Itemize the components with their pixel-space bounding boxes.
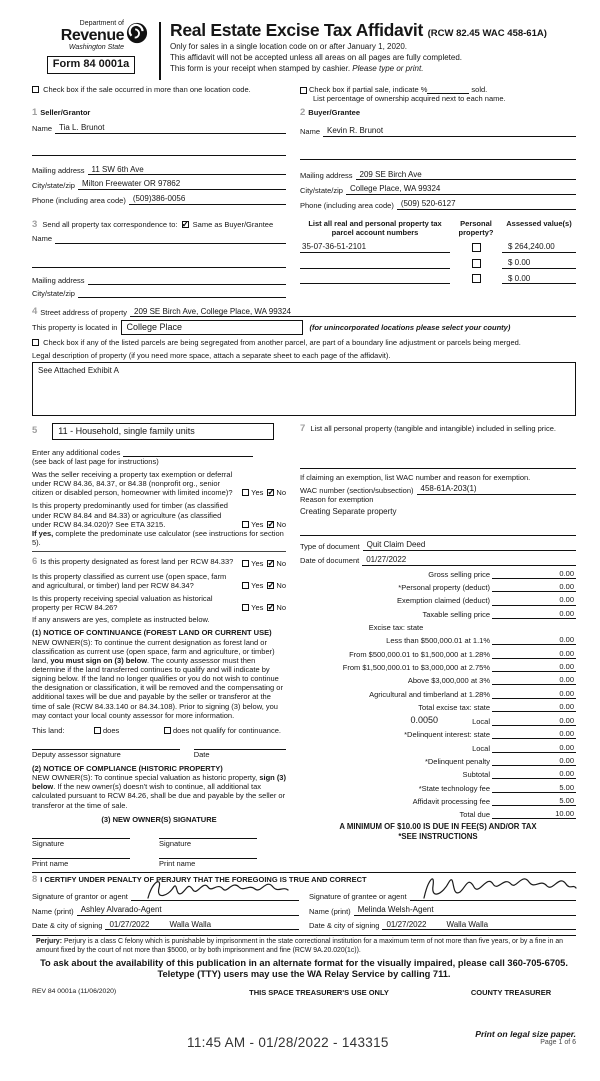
correspondence-mailing-label: Mailing address (32, 275, 85, 285)
seller-city-field[interactable]: Milton Freewater OR 97862 (78, 179, 286, 190)
parcel-number-field[interactable]: 35-07-36-51-2101 (300, 242, 450, 253)
signature-label: Signature (159, 838, 192, 848)
fee-value[interactable]: 0.00 (536, 702, 576, 712)
grantee-signature-block (309, 888, 576, 931)
fee-value[interactable]: 5.00 (536, 783, 576, 793)
buyer-phone-field[interactable]: (509) 520-6127 (397, 199, 576, 210)
deputy-date-line[interactable]: Date (194, 749, 286, 759)
buyer-grantee-section (300, 107, 576, 210)
legal-description-box[interactable]: See Attached Exhibit A (32, 362, 576, 416)
notice-compliance-title: (2) NOTICE OF COMPLIANCE (HISTORIC PROPERTY) (32, 764, 223, 774)
treasurer-use-label: THIS SPACE TREASURER'S USE ONLY (249, 987, 389, 997)
street-address-label: Street address of property (40, 308, 128, 318)
buyer-mailing-label: Mailing address (300, 171, 353, 181)
fee-label: From $1,500,000.01 to $3,000,000 at 2.75% (342, 662, 490, 672)
historic-no-checkbox[interactable] (267, 604, 274, 611)
section-6-number: 6 (32, 556, 38, 568)
buyer-mailing-field[interactable]: 209 SE Birch Ave (356, 170, 576, 181)
date-of-document-field[interactable]: 01/27/2022 (362, 555, 576, 566)
excise-tax-state-heading: Excise tax: state (368, 622, 424, 632)
fee-label: *Delinquent interest: state (404, 730, 490, 740)
wac-number-label: WAC number (section/subsection) (300, 486, 414, 496)
section-3-number: 3 (32, 218, 38, 230)
dept-of-text: Department of (79, 20, 124, 27)
correspondence-name-label: Name (32, 234, 53, 244)
fee-label: Local (472, 743, 490, 753)
certification-section (32, 872, 576, 930)
grantor-date-label: Date & city of signing (32, 921, 103, 931)
multi-location-checkbox[interactable] (32, 86, 39, 93)
fee-value[interactable]: 0.00 (536, 569, 576, 579)
land-does-checkbox[interactable] (94, 727, 101, 734)
current-use-question: Is this property classified as current use (open space, farm and agricultural, or timber) land per RCW 84.34? Yes ✓ No (32, 572, 286, 590)
grantee-date-label: Date & city of signing (309, 921, 380, 931)
forest-yes-checkbox[interactable] (242, 560, 249, 567)
deputy-assessor-signature-line[interactable]: Deputy assessor signature (32, 749, 180, 759)
seller-city-label: City/state/zip (32, 180, 75, 190)
notice-continuance-title: (1) NOTICE OF CONTINUANCE (FOREST LAND OR CURRENT USE) (32, 628, 272, 638)
currentuse-no-checkbox[interactable] (267, 582, 274, 589)
form-number: Form 84 0001a (47, 56, 135, 73)
land-does-not-checkbox[interactable] (164, 727, 171, 734)
fee-label: *State technology fee (418, 783, 490, 793)
new-owner-signature-rows (32, 824, 286, 868)
legal-description-label: Legal description of property (if you need more space, attach a separate sheet to each page of the affidavit). (32, 350, 391, 360)
personal-property-blank[interactable] (300, 434, 576, 464)
partial-sale-percent-field[interactable] (427, 85, 469, 94)
exemption-no-checkbox[interactable] (267, 489, 274, 496)
forest-no-checkbox[interactable] (267, 560, 274, 567)
land-qualify-row: This land: does does not qualify for continuance. (32, 725, 281, 735)
fee-value[interactable]: 0.00 (536, 689, 576, 699)
subtitle-2: This affidavit will not be accepted unless all areas on all pages are fully completed. (170, 53, 463, 63)
buyer-city-field[interactable]: College Place, WA 99324 (346, 184, 576, 195)
parcel-row-2 (300, 258, 576, 269)
section-2-number: 2 (300, 107, 306, 119)
dor-swirl-icon (126, 22, 148, 44)
fee-value[interactable]: 0.00 (536, 649, 576, 659)
county-treasurer-label: COUNTY TREASURER (470, 987, 552, 997)
exemption-yes-checkbox[interactable] (242, 489, 249, 496)
header-divider (159, 22, 161, 80)
back-note: (see back of last page for instructions) (32, 456, 159, 466)
parcel-3-personal-checkbox[interactable] (472, 274, 481, 283)
fee-label: From $500,000.01 to $1,500,000 at 1.28% (349, 649, 490, 659)
fee-label: Affidavit processing fee (412, 796, 490, 806)
fee-value[interactable]: 0.00 (536, 716, 576, 726)
parcel-2-personal-checkbox[interactable] (472, 259, 481, 268)
timber-question: Is this property predominantly used for timber (as classified under RCW 84.84 and 84.33) or agriculture (as classified under RCW 84.34.020)? See ETA 3215. Yes ✓ No (32, 501, 286, 528)
parcel-row-3 (300, 274, 576, 285)
fee-label: Local (472, 717, 490, 727)
minimum-fee-note: A MINIMUM OF $10.00 IS DUE IN FEE(S) AND/OR TAX (339, 822, 537, 832)
grantee-date-field[interactable]: 01/27/2022 (382, 920, 442, 931)
seller-heading: Seller/Grantor (40, 108, 91, 118)
assessed-value-field[interactable]: $ 0.00 (502, 258, 576, 269)
forest-land-question: 6 Is this property designated as forest land per RCW 84.33? Yes ✓ No (32, 556, 286, 568)
parcel-row-1 (300, 242, 576, 253)
date-of-document-label: Date of document (300, 556, 360, 566)
subtitle-3: This form is your receipt when stamped by cashier. Please type or print. (170, 63, 424, 73)
grantor-date-field[interactable]: 01/27/2022 (105, 920, 165, 931)
property-address-section (32, 306, 576, 416)
local-rate-value: 0.0050 (410, 715, 439, 726)
correspondence-mailing-field[interactable] (88, 276, 286, 285)
reason-exemption-label: Reason for exemption (300, 495, 374, 505)
assessed-value-field[interactable]: $ 0.00 (502, 274, 576, 285)
grantee-name-label: Name (print) (309, 906, 351, 916)
signature-label: Signature (32, 838, 65, 848)
fee-value[interactable]: 0.00 (536, 769, 576, 779)
segregated-label: Check box if any of the listed parcels are being segregated from another parcel, are part of a boundary line adjustment or parcels being merged. (43, 338, 521, 348)
fee-value[interactable]: 5.00 (536, 796, 576, 806)
seller-mailing-label: Mailing address (32, 166, 85, 176)
fee-value[interactable]: 0.00 (536, 582, 576, 592)
street-address-field[interactable]: 209 SE Birch Ave, College Place, WA 99324 (130, 307, 576, 318)
land-use-code-section (32, 423, 286, 440)
rcw-reference: (RCW 82.45 WAC 458-61A) (427, 28, 547, 39)
tax-correspondence-section (32, 219, 300, 298)
section-1-number: 1 (32, 107, 38, 119)
fee-label: Total excise tax: state (418, 702, 490, 712)
grantee-name-field[interactable]: Melinda Welsh-Agent (354, 905, 576, 916)
fee-label: Less than $500,000.01 at 1.1% (386, 636, 490, 646)
fee-value[interactable]: 0.00 (536, 743, 576, 753)
same-as-buyer-checkbox[interactable] (182, 221, 189, 228)
fee-label: Subtotal (462, 770, 490, 780)
fee-label: *Personal property (deduct) (398, 583, 490, 593)
grantee-sig-label: Signature of grantee or agent (309, 891, 407, 901)
located-in-label: This property is located in (32, 323, 118, 333)
see-instructions-note: *SEE INSTRUCTIONS (398, 831, 478, 841)
parcel-1-personal-checkbox[interactable] (472, 243, 481, 252)
parcel-table (300, 219, 576, 298)
buyer-name-field[interactable]: Kevin R. Brunot (323, 126, 576, 137)
parcel-number-field[interactable] (300, 259, 450, 269)
fee-label: Exemption claimed (deduct) (397, 596, 490, 606)
grantee-signature (419, 870, 579, 904)
fee-value[interactable]: 0.00 (536, 595, 576, 605)
partial-sale-label: Check box if partial sale, indicate % (309, 85, 428, 94)
land-use-code-selector[interactable]: 11 - Household, single family units (52, 423, 274, 440)
grantor-name-field[interactable]: Ashley Alvarado-Agent (77, 905, 299, 916)
if-yes-note: If any answers are yes, complete as instructed below. (32, 615, 210, 625)
timber-yes-checkbox[interactable] (242, 521, 249, 528)
fee-label: Above $3,000,000 at 3% (407, 676, 490, 686)
print-legal-size-note: Print on legal size paper. (475, 1028, 576, 1039)
historic-yes-checkbox[interactable] (242, 604, 249, 611)
grantor-signature (142, 874, 292, 904)
grantor-city-field[interactable]: Walla Walla (165, 920, 299, 931)
additional-codes-field[interactable] (123, 448, 253, 457)
certify-statement: I CERTIFY UNDER PENALTY OF PERJURY THAT THE FOREGOING IS TRUE AND CORRECT (40, 875, 367, 885)
revenue-text: Revenue (60, 26, 124, 44)
fee-label: *Delinquent penalty (424, 757, 490, 766)
alternate-format-note: To ask about the availability of this publication in an alternate format for the visually impaired, please call 360-705-6705. Teletype (TTY) users may use the WA Relay Service by calling 711. (40, 958, 568, 979)
new-owners-signature-title: (3) NEW OWNER(S) SIGNATURE (101, 814, 217, 824)
personal-property-intro: List all personal property (tangible and intangible) included in selling price. (310, 423, 556, 433)
wac-number-field[interactable]: 458-61A-203(1) (417, 484, 576, 495)
seller-name-field[interactable]: Tia L. Brunot (55, 123, 286, 134)
section-8-number: 8 (32, 874, 38, 886)
fee-value[interactable]: 0.00 (536, 729, 576, 739)
partial-sale-suffix: sold. (471, 85, 488, 94)
currentuse-yes-checkbox[interactable] (242, 582, 249, 589)
located-in-selector[interactable]: College Place (121, 320, 303, 335)
correspondence-name-field[interactable] (55, 235, 286, 244)
print-name-label: Print name (159, 859, 196, 869)
grantor-sig-label: Signature of grantor or agent (32, 891, 128, 901)
seller-grantor-section (32, 107, 300, 210)
exemption-note: If claiming an exemption, list WAC number and reason for exemption. (300, 473, 531, 483)
assessed-value-col-header: Assessed value(s) (506, 218, 572, 228)
personal-property-col-header: Personal property? (458, 218, 494, 237)
section-4-number: 4 (32, 305, 38, 317)
buyer-name-field-2[interactable] (300, 148, 576, 160)
page-indicator: Page 1 of 6 (540, 1039, 576, 1047)
buyer-city-label: City/state/zip (300, 185, 343, 195)
parcel-number-field[interactable] (300, 274, 450, 284)
partial-sale-note: List percentage of ownership acquired next to each name. (313, 94, 506, 104)
perjury-statement: Perjury: Perjury is a class C felony which is punishable by imprisonment in the state correctional institution for a maximum term of not more than five years, or by a fine in an amount fixed by the court of not more than $5000, or by both imprisonment and fine (RCW 9A.20.020(1c)). (32, 935, 576, 955)
correspondence-city-label: City/state/zip (32, 288, 75, 298)
seller-mailing-field[interactable]: 11 SW 6th Ave (88, 165, 286, 176)
subtitle-1: Only for sales in a single location code on or after January 1, 2020. (170, 42, 408, 52)
parcel-col-header: List all real and personal property tax parcel account numbers (308, 218, 442, 237)
buyer-heading: Buyer/Grantee (308, 108, 360, 118)
this-land-label: This land: (32, 725, 65, 735)
seller-phone-label: Phone (including area code) (32, 195, 126, 205)
personal-property-section (300, 423, 576, 435)
exemption-question: Was the seller receiving a property tax exemption or deferral under RCW 84.36, 84.37, or 84.38 (nonprofit org., senior citizen or disabled person, homeowner with limited income)? Yes ✓ No (32, 470, 286, 497)
grantor-name-label: Name (print) (32, 906, 74, 916)
receipt-timestamp: 11:45 AM - 01/28/2022 - 143315 (187, 1034, 389, 1050)
correspondence-name-field-2[interactable] (32, 256, 286, 268)
assessed-value-field[interactable]: $ 264,240.00 (502, 242, 576, 253)
buyer-name-label: Name (300, 127, 321, 137)
historic-question: Is this property receiving special valuation as historical property per RCW 84.26? Yes ✓ No (32, 594, 286, 612)
section-5-number: 5 (32, 425, 38, 437)
print-name-label: Print name (32, 859, 69, 869)
washington-state-text: Washington State (68, 43, 124, 51)
additional-codes-label: Enter any additional codes (32, 447, 121, 457)
multi-location-label: Check box if the sale occurred in more than one location code. (43, 85, 251, 94)
timber-if-yes-note: If yes, complete the predominate use calculator (see instructions for section 5). (32, 528, 284, 547)
dor-logo-block (32, 20, 150, 74)
stamp-area (32, 1011, 576, 1081)
located-in-note: (for unincorporated locations please select your county) (309, 323, 511, 333)
seller-phone-field[interactable]: (509)386-0056 (129, 194, 286, 205)
buyer-phone-label: Phone (including area code) (300, 200, 394, 210)
fee-value[interactable]: 0.00 (536, 635, 576, 645)
deputy-assessor-row (32, 749, 286, 759)
fee-label: Gross selling price (428, 569, 490, 579)
fee-label: Agricultural and timberland at 1.28% (369, 689, 490, 699)
notice-compliance-text: NEW OWNER(S): To continue special valuation as historic property, sign (3) below. If the new owner(s) doesn't wish to continue, all additional tax calculated pursuant to RCW 84.26, shall be due and payable by the seller or transferor at the time of sale. (32, 773, 286, 810)
seller-name-field-2[interactable] (32, 144, 286, 156)
correspondence-intro: Send all property tax correspondence to: (42, 219, 178, 229)
fee-value[interactable]: 10.00 (536, 809, 576, 819)
form-header (32, 20, 576, 80)
multi-location-option (32, 85, 300, 103)
fee-label: Total due (459, 810, 490, 820)
fee-value[interactable]: 0.00 (536, 675, 576, 685)
partial-sale-checkbox[interactable] (300, 87, 307, 94)
fee-label: Taxable selling price (422, 609, 490, 619)
same-as-buyer-label: Same as Buyer/Grantee (192, 219, 274, 229)
seller-name-label: Name (32, 124, 53, 134)
timber-no-checkbox[interactable] (267, 521, 274, 528)
section-7-number: 7 (300, 422, 306, 434)
fee-value[interactable]: 0.00 (536, 662, 576, 672)
segregated-checkbox[interactable] (32, 339, 39, 346)
correspondence-city-field[interactable] (78, 289, 286, 298)
page-title: Real Estate Excise Tax Affidavit (RCW 82.45 WAC 458-61A) (170, 20, 547, 40)
partial-sale-option (300, 85, 576, 103)
type-of-document-field[interactable]: Quit Claim Deed (363, 540, 576, 551)
notice-continuance-text: NEW OWNER(S): To continue the current designation as forest land or classification as current use (open space, farm and agriculture, or timber) land, you must sign on (3) below. The county assessor must then determine if the land transferred continues to qualify and will indicate by signing below. If the land no longer qualifies or you do not wish to continue the designation or classification, it will be removed and the compensating or additional taxes will be due and payable by the seller or transferor at the time of sale (RCW 84.33.140 or 84.34.108). Prior to signing (3) below, you may contact your local county assessor for more information. (32, 637, 283, 720)
type-of-document-label: Type of document (300, 541, 360, 551)
footer-row (32, 988, 576, 997)
grantor-signature-block (32, 888, 309, 931)
reason-exemption-value[interactable]: Creating Separate property (300, 507, 397, 517)
fee-value[interactable]: 0.00 (536, 756, 576, 766)
fee-value[interactable]: 0.00 (536, 609, 576, 619)
grantee-city-field[interactable]: Walla Walla (442, 920, 576, 931)
rev-number: REV 84 0001a (11/06/2020) (32, 987, 117, 995)
